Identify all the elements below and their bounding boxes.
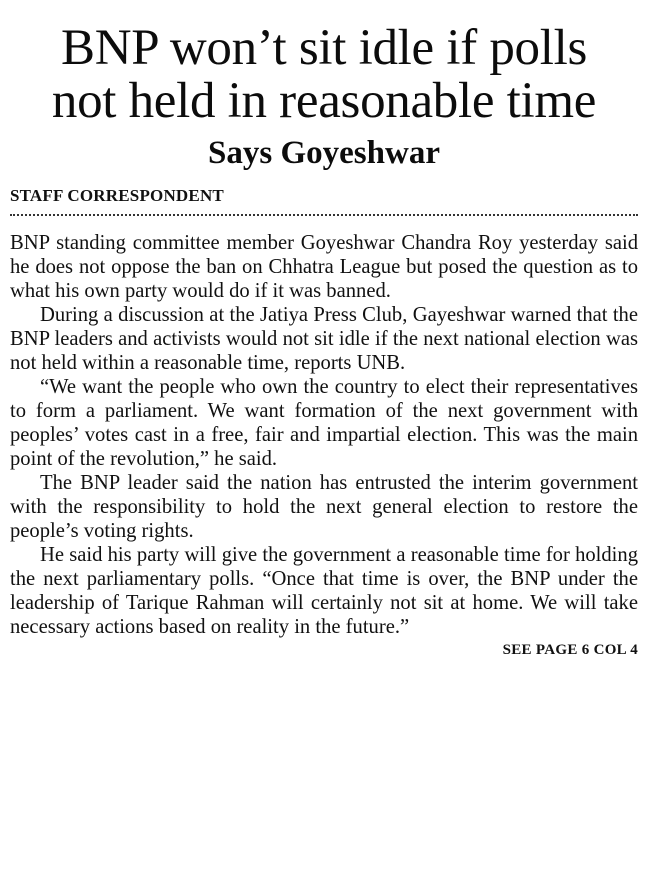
dotted-divider: [10, 214, 638, 216]
headline-line-1: BNP won’t sit idle if polls: [60, 20, 588, 76]
byline: STAFF CORRESPONDENT: [10, 186, 224, 205]
headline-line-2: not held in reasonable time: [51, 73, 597, 129]
paragraph-3: “We want the people who own the country to elect their representatives to form a parliament. We want formation of the next government with peoples’ votes cast in a free, fair and impartial election. This was the main point of the revolution,” he said.: [10, 376, 638, 470]
subheadline: Says Goyeshwar: [208, 135, 440, 171]
paragraph-2: During a discussion at the Jatiya Press Club, Gayeshwar warned that the BNP leaders and activists would not sit idle if the next national election was not held within a reasonable time, reports UNB.: [10, 304, 638, 374]
news-article: [10, 0, 638, 659]
paragraph-1: BNP standing committee member Goyeshwar Chandra Roy yesterday said he does not oppose the ban on Chhatra League but posed the question as to what his own party would do if it was banned.: [10, 232, 638, 302]
article-body: [10, 231, 638, 639]
continuation-jump-line: SEE PAGE 6 COL 4: [502, 642, 638, 658]
paragraph-5: He said his party will give the government a reasonable time for holding the next parliamentary polls. “Once that time is over, the BNP under the leadership of Tarique Rahman will certainly not sit at home. We will take necessary actions based on reality in the future.”: [10, 544, 638, 638]
paragraph-4: The BNP leader said the nation has entrusted the interim government with the responsibility to hold the next general election to restore the people’s voting rights.: [10, 472, 638, 542]
headline: [10, 22, 638, 128]
